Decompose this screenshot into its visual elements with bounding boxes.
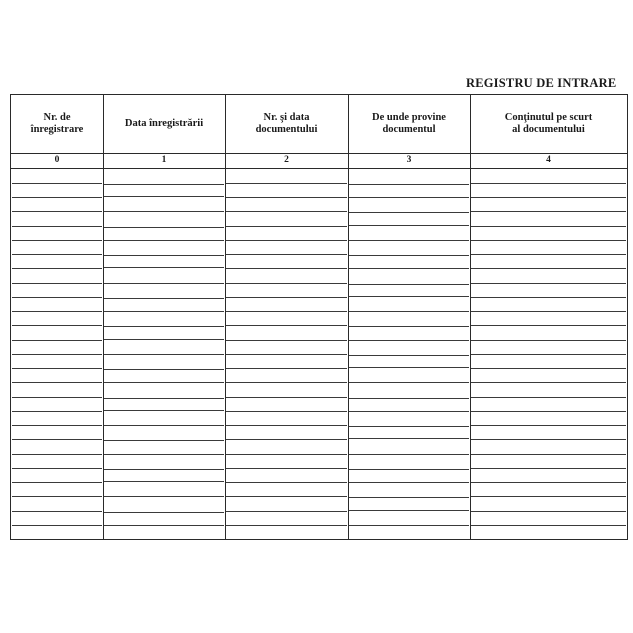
column-index: 4 (546, 155, 551, 165)
header-line: Nr. de (43, 112, 71, 123)
row-rule (12, 411, 102, 412)
row-rule (226, 354, 347, 355)
row-rule (12, 211, 102, 212)
row-rule (471, 226, 626, 227)
row-rule (226, 397, 347, 398)
row-rule (104, 196, 224, 197)
row-rule (471, 211, 626, 212)
column-index: 2 (284, 155, 289, 165)
row-rule (104, 512, 224, 513)
row-rule (12, 254, 102, 255)
column-index: 1 (161, 155, 167, 165)
row-rule (104, 525, 224, 526)
row-rule (12, 525, 102, 526)
row-rule (104, 369, 224, 370)
row-rule (104, 283, 224, 284)
row-rule (349, 411, 469, 412)
row-rule (12, 382, 102, 383)
row-rule (349, 326, 469, 327)
row-rule (471, 254, 626, 255)
row-rule (349, 438, 469, 439)
row-rule (471, 297, 626, 298)
row-rule (226, 511, 347, 512)
row-rule (471, 439, 626, 440)
row-rule (471, 340, 626, 341)
row-rule (471, 397, 626, 398)
row-rule (104, 298, 224, 299)
row-rule (104, 184, 224, 185)
row-rule (226, 211, 347, 212)
row-rule (349, 367, 469, 368)
row-rule (226, 325, 347, 326)
row-rule (471, 283, 626, 284)
row-rule (226, 311, 347, 312)
row-rule (12, 283, 102, 284)
row-rule (104, 326, 224, 327)
row-rule (226, 268, 347, 269)
row-rule (471, 411, 626, 412)
header-line: înregistrare (30, 124, 84, 135)
row-rule (349, 225, 469, 226)
row-rule (12, 268, 102, 269)
row-rule (104, 425, 224, 426)
row-rule (226, 283, 347, 284)
row-rule (226, 525, 347, 526)
row-rule (226, 454, 347, 455)
row-rule (12, 496, 102, 497)
row-rule (471, 268, 626, 269)
row-rule (104, 255, 224, 256)
row-rule (226, 439, 347, 440)
row-rule (226, 482, 347, 483)
row-rule (349, 197, 469, 198)
row-rule (226, 254, 347, 255)
row-rule (12, 368, 102, 369)
row-rule (104, 240, 224, 241)
row-rule (104, 354, 224, 355)
row-rule (104, 398, 224, 399)
row-rule (349, 497, 469, 498)
row-rule (104, 469, 224, 470)
row-rule (471, 468, 626, 469)
row-rule (226, 496, 347, 497)
row-rule (226, 183, 347, 184)
row-rule (349, 184, 469, 185)
row-rule (12, 340, 102, 341)
row-rule (471, 511, 626, 512)
row-rule (471, 368, 626, 369)
row-rule (226, 297, 347, 298)
row-rule (349, 255, 469, 256)
row-rule (471, 525, 626, 526)
header-line: Data înregistrării (124, 118, 204, 129)
row-rule (226, 340, 347, 341)
column-index: 0 (54, 155, 60, 165)
row-rule (104, 382, 224, 383)
row-rule (349, 469, 469, 470)
row-rule (349, 355, 469, 356)
row-rule (226, 425, 347, 426)
row-rule (471, 454, 626, 455)
header-nr-inregistrare (11, 95, 103, 153)
index-separator (11, 168, 627, 169)
row-rule (226, 368, 347, 369)
row-rule (349, 340, 469, 341)
row-rule (349, 284, 469, 285)
row-rule (349, 398, 469, 399)
header-line: Nr. şi data (263, 112, 310, 123)
row-rule (12, 354, 102, 355)
row-rule (471, 354, 626, 355)
header-line: Conţinutul pe scurt (504, 112, 593, 123)
row-rule (104, 339, 224, 340)
row-rule (226, 468, 347, 469)
row-rule (104, 481, 224, 482)
row-rule (12, 311, 102, 312)
row-rule (349, 426, 469, 427)
row-rule (349, 296, 469, 297)
header-data-inregistrarii (103, 95, 225, 153)
row-rule (471, 482, 626, 483)
row-rule (471, 197, 626, 198)
header-line: documentul (382, 124, 436, 135)
header-separator (11, 153, 627, 154)
row-rule (12, 397, 102, 398)
row-rule (226, 382, 347, 383)
row-rule (471, 240, 626, 241)
row-rule (349, 382, 469, 383)
row-rule (349, 525, 469, 526)
row-rule (226, 240, 347, 241)
row-rule (226, 411, 347, 412)
row-rule (12, 482, 102, 483)
row-rule (104, 454, 224, 455)
column-index: 3 (406, 155, 412, 165)
header-continut (470, 95, 627, 153)
row-rule (471, 311, 626, 312)
row-rule (104, 211, 224, 212)
header-line: documentului (255, 124, 318, 135)
row-rule (471, 382, 626, 383)
row-rule (471, 325, 626, 326)
row-rule (471, 183, 626, 184)
row-rule (12, 468, 102, 469)
row-rule (226, 197, 347, 198)
row-rule (104, 496, 224, 497)
row-rule (104, 311, 224, 312)
row-rule (349, 454, 469, 455)
row-rule (349, 311, 469, 312)
row-rule (12, 454, 102, 455)
register-table (10, 94, 628, 540)
row-rule (104, 410, 224, 411)
header-nr-data-document (225, 95, 348, 153)
row-rule (12, 183, 102, 184)
row-rule (104, 227, 224, 228)
header-line: De unde provine (372, 112, 446, 123)
row-rule (349, 212, 469, 213)
row-rule (12, 439, 102, 440)
row-rule (471, 425, 626, 426)
row-rule (12, 197, 102, 198)
row-rule (349, 240, 469, 241)
row-rule (104, 440, 224, 441)
row-rule (226, 226, 347, 227)
row-rule (104, 267, 224, 268)
row-rule (349, 510, 469, 511)
header-provenienta (348, 95, 470, 153)
row-rule (471, 496, 626, 497)
row-rule (349, 268, 469, 269)
row-rule (12, 226, 102, 227)
row-rule (12, 325, 102, 326)
row-rule (12, 240, 102, 241)
row-rule (12, 511, 102, 512)
row-rule (12, 425, 102, 426)
row-rule (349, 482, 469, 483)
register-title: REGISTRU DE INTRARE (466, 76, 617, 90)
row-rule (12, 297, 102, 298)
header-line: al documentului (512, 124, 585, 135)
